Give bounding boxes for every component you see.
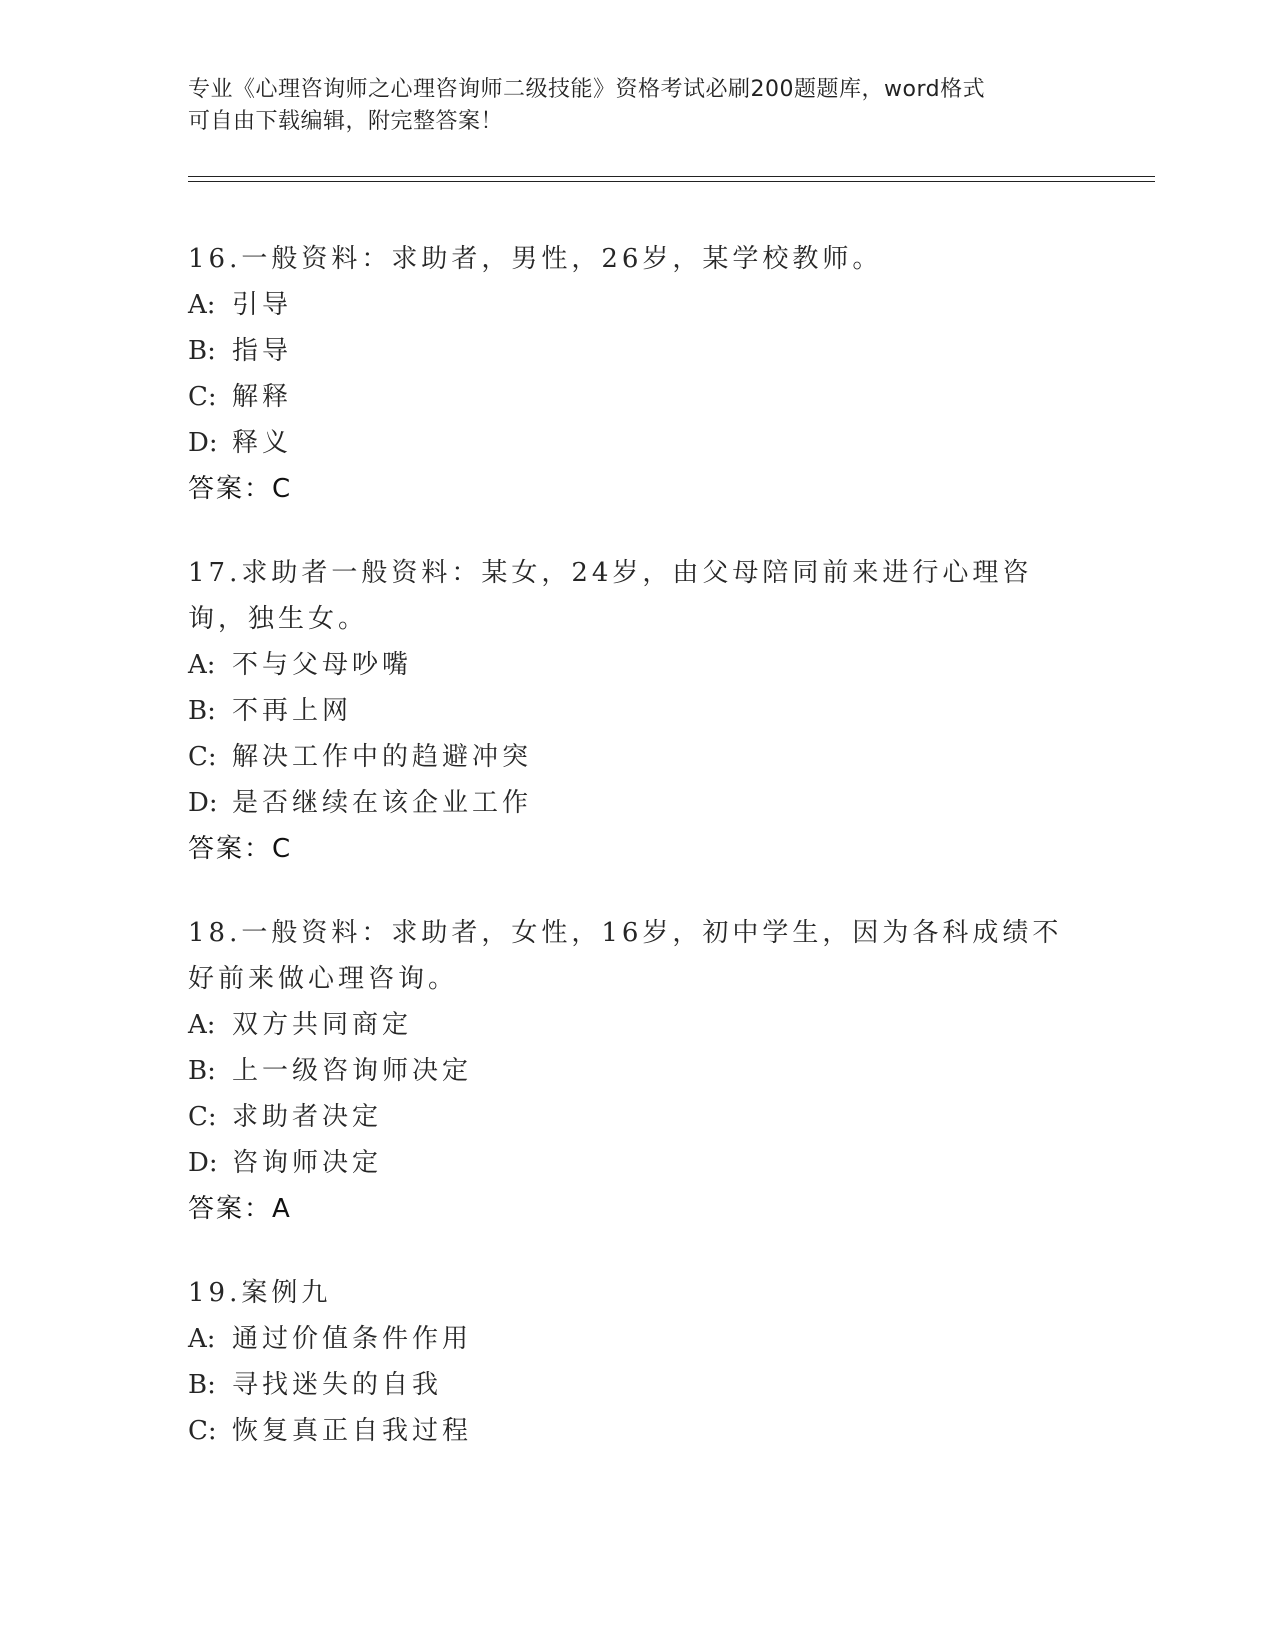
question-list [188,236,1088,1492]
option-text: 双方共同商定 [232,1010,413,1040]
option-text: 解决工作中的趋避冲突 [232,742,533,772]
option-b [188,328,1088,374]
question-stem: 18.一般资料：求助者，女性，16岁，初中学生，因为各科成绩不好前来做心理咨询。 [188,918,1063,994]
option-a [188,1316,1088,1362]
option-text: 寻找迷失的自我 [232,1370,443,1400]
option-letter: D: [188,428,218,458]
question-18 [188,910,1088,1232]
option-letter: C: [188,742,217,772]
option-d [188,780,1088,826]
option-letter: B: [188,696,216,726]
question-16 [188,236,1088,512]
option-letter: C: [188,1102,217,1132]
answer-line: 答案：C [188,474,293,504]
option-text: 指导 [232,336,293,366]
option-text: 咨询师决定 [232,1148,383,1178]
option-a [188,642,1088,688]
option-letter: A: [188,1324,216,1354]
option-text: 释义 [232,428,293,458]
option-letter: A: [188,1010,216,1040]
option-text: 求助者决定 [232,1102,383,1132]
question-stem: 17.求助者一般资料：某女，24岁，由父母陪同前来进行心理咨询，独生女。 [188,558,1033,634]
option-a [188,1002,1088,1048]
option-letter: C: [188,1416,217,1446]
header-line-1: 专业《心理咨询师之心理咨询师二级技能》资格考试必刷200题题库，word格式 [188,77,986,102]
option-letter: D: [188,788,218,818]
option-letter: C: [188,382,217,412]
option-d [188,420,1088,466]
question-stem: 16.一般资料：求助者，男性，26岁，某学校教师。 [188,244,883,274]
option-b [188,1048,1088,1094]
option-b [188,688,1088,734]
option-text: 通过价值条件作用 [232,1324,473,1354]
answer-line: 答案：A [188,1194,292,1224]
option-a [188,282,1088,328]
question-17 [188,550,1088,872]
option-text: 不再上网 [232,696,353,726]
header-line-2: 可自由下载编辑，附完整答案！ [188,109,504,134]
option-c [188,734,1088,780]
option-letter: B: [188,336,216,366]
option-b [188,1362,1088,1408]
option-text: 不与父母吵嘴 [232,650,413,680]
option-letter: A: [188,290,216,320]
option-letter: A: [188,650,216,680]
option-letter: B: [188,1056,216,1086]
header-divider-bottom [188,181,1155,182]
option-c [188,1408,1088,1454]
question-19 [188,1270,1088,1454]
option-letter: B: [188,1370,216,1400]
document-header [188,74,1088,138]
option-c [188,1094,1088,1140]
option-letter: D: [188,1148,218,1178]
question-stem: 19.案例九 [188,1278,332,1308]
option-text: 恢复真正自我过程 [232,1416,473,1446]
option-text: 引导 [232,290,293,320]
option-c [188,374,1088,420]
option-text: 上一级咨询师决定 [232,1056,473,1086]
option-text: 是否继续在该企业工作 [232,788,533,818]
option-text: 解释 [232,382,293,412]
answer-line: 答案：C [188,834,293,864]
option-d [188,1140,1088,1186]
header-divider-top [188,176,1155,177]
